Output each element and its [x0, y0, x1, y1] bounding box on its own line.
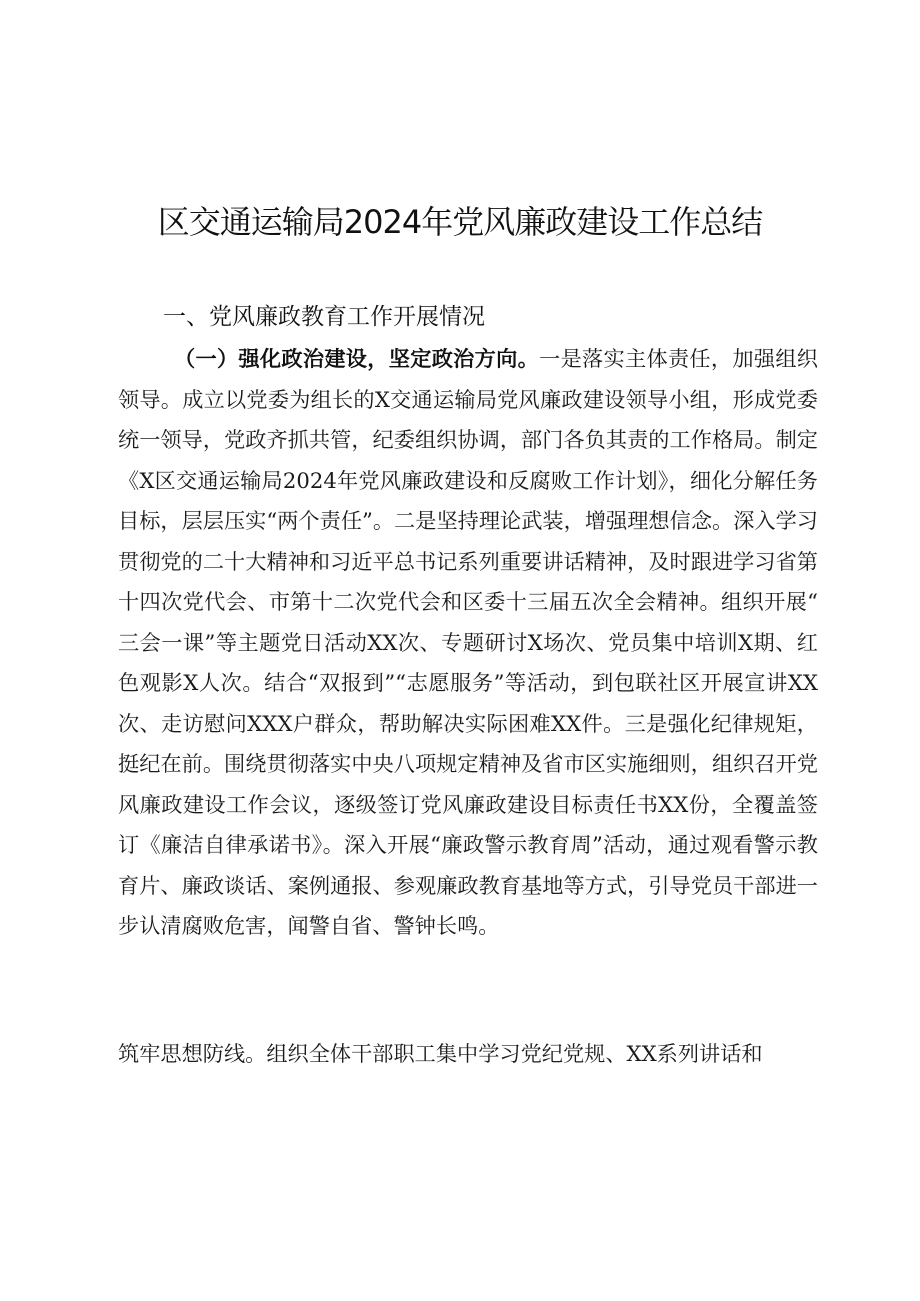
continuation-paragraph: 筑牢思想防线。组织全体干部职工集中学习党纪党规、XX系列讲话和	[118, 1041, 763, 1066]
body-paragraph	[118, 339, 818, 947]
section-heading: 一、党风廉政教育工作开展情况	[163, 304, 485, 330]
document-title: 区交通运输局2024年党风廉政建设工作总结	[157, 203, 763, 241]
subsection-lead: （一）强化政治建设，坚定政治方向。	[174, 346, 540, 371]
subsection-body: 一是落实主体责任，加强组织领导。成立以党委为组长的X交通运输局党风廉政建设领导小组，形成党委统一领导，党政齐抓共管，纪委组织协调，部门各负其责的工作格局。制定《X区交通运输局2024年党风廉政建设和反腐败工作计划》，细化分解任务目标，层层压实“两个责任”。二是坚持理论武装，增强理想信念。深入学习贯彻党的二十大精神和习近平总书记系列重要讲话精神，及时跟进学习省第十四次党代会、市第十二次党代会和区委十三届五次全会精神。组织开展“三会一课”等主题党日活动XX次、专题研讨X场次、党员集中培训X期、红色观影X人次。结合“双报到”“志愿服务”等活动，到包联社区开展宣讲XX次、走访慰问XXX户群众，帮助解决实际困难XX件。三是强化纪律规矩，挺纪在前。围绕贯彻落实中央八项规定精神及省市区实施细则，组织召开党风廉政建设工作会议，逐级签订党风廉政建设目标责任书XX份，全覆盖签订《廉洁自律承诺书》。深入开展“廉政警示教育周”活动，通过观看警示教育片、廉政谈话、案例通报、参观廉政教育基地等方式，引导党员干部进一步认清腐败危害，闻警自省、警钟长鸣。	[118, 346, 818, 938]
